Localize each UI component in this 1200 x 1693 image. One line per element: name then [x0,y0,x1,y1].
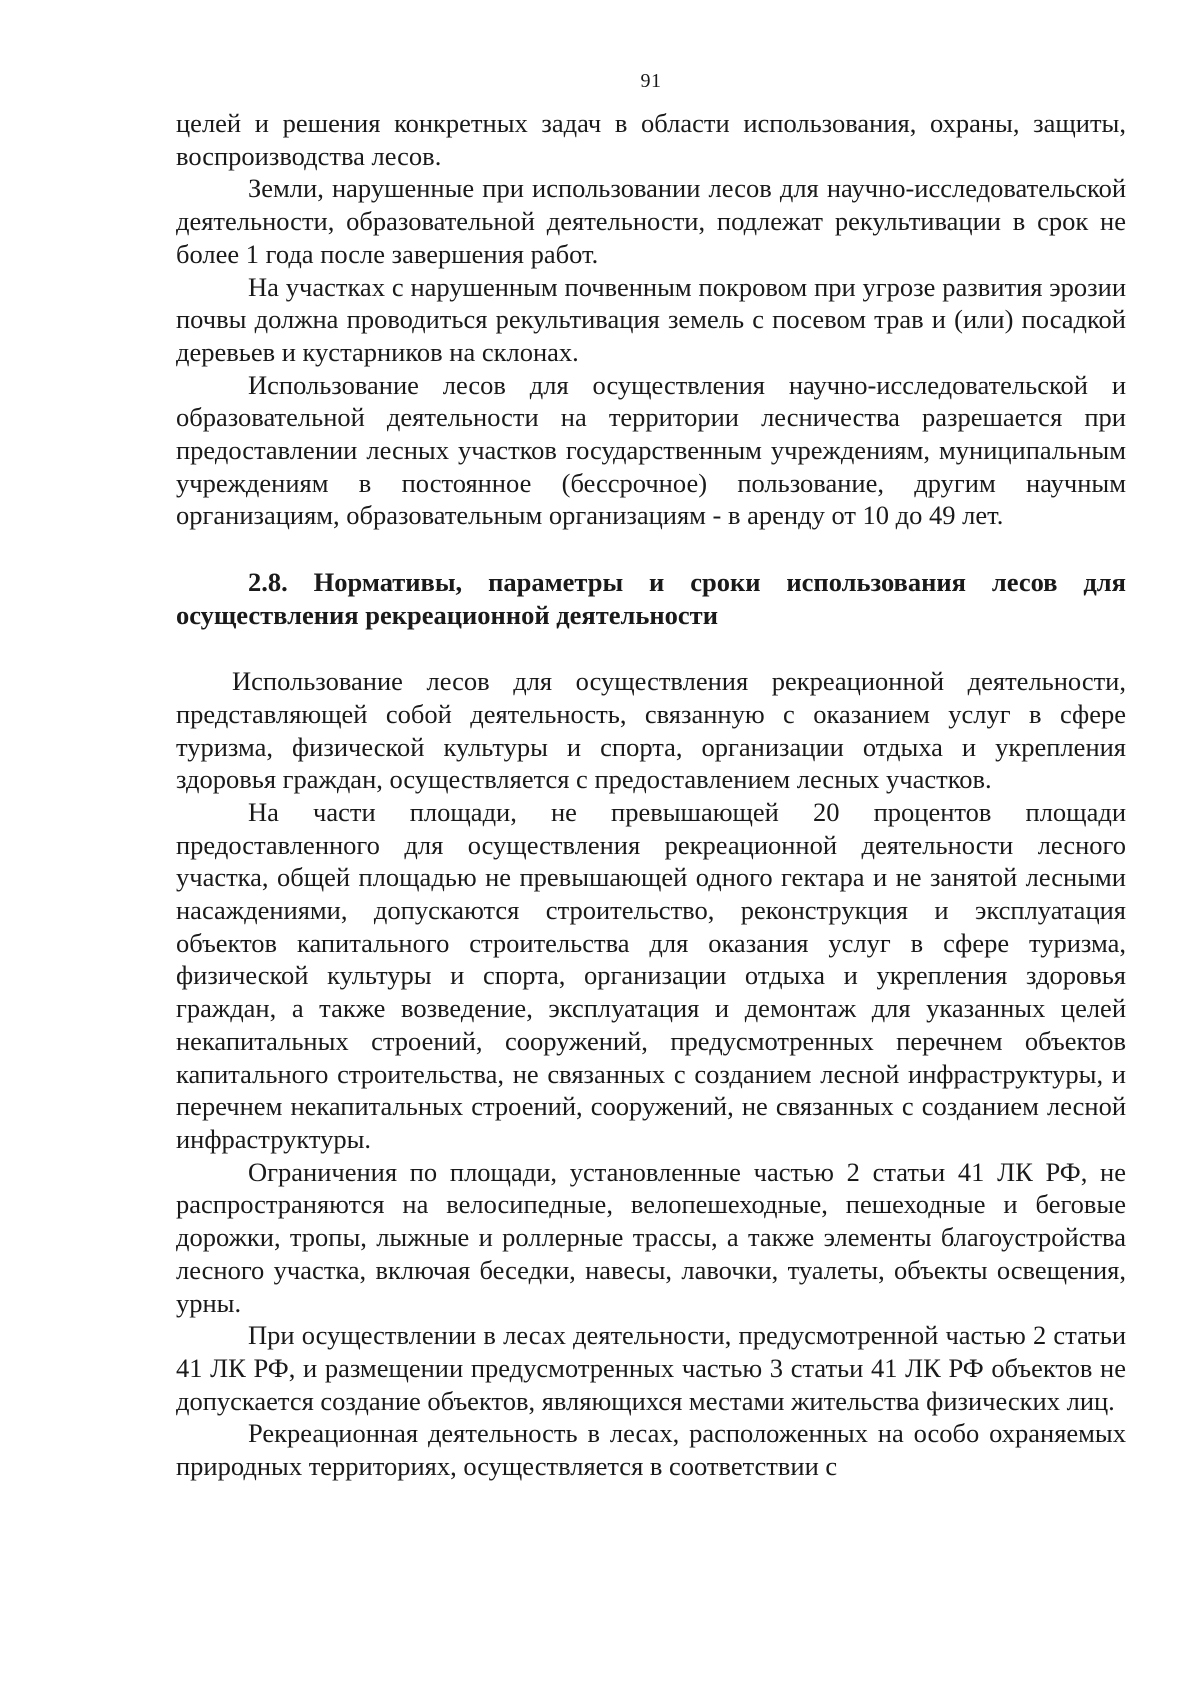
paragraph-reclamation-period: Земли, нарушенные при использовании лесов для научно-исследовательской деятельности, образовательной деятельности, подлежат рекультивации в срок не более 1 года после завершения работ. [176,173,1126,269]
document-page [176,70,1126,1483]
paragraph-area-limit: На части площади, не превышающей 20 процентов площади предоставленного для осуществления рекреационной деятельности лесного участка, общей площадью не превышающей одного гектара и не занятой лесными насаждениями, допускаются строительство, реконструкция и эксплуатация объектов капитального строительства для оказания услуг в сфере туризма, физической культуры и спорта, организации отдыха и укрепления здоровья граждан, а также возведение, эксплуатация и демонтаж для указанных целей некапитальных строений, сооружений, предусмотренных перечнем объектов капитального строительства, не связанных с созданием лесной инфраструктуры, и перечнем некапитальных строений, сооружений, не связанных с созданием лесной инфраструктуры. [176,796,1126,1154]
page-number: 91 [640,70,662,92]
paragraph-area-exceptions: Ограничения по площади, установленные частью 2 статьи 41 ЛК РФ, не распространяются на велосипедные, велопешеходные, пешеходные и беговые дорожки, тропы, лыжные и роллерные трассы, а также элементы благоустройства лесного участка, включая беседки, навесы, лавочки, туалеты, объекты освещения, урны. [176,1156,1126,1318]
paragraph-continuation: целей и решения конкретных задач в области использования, охраны, защиты, воспроизводства лесов. [176,108,1126,171]
paragraph-residence-prohibition: При осуществлении в лесах деятельности, предусмотренной частью 2 статьи 41 ЛК РФ, и размещении предусмотренных частью 3 статьи 41 ЛК РФ объектов не допускается создание объектов, являющихся местами жительства физических лиц. [176,1320,1126,1416]
paragraph-recreation-intro: Использование лесов для осуществления рекреационной деятельности, представляющей собой деятельность, связанную с оказанием услуг в сфере туризма, физической культуры и спорта, организации отдыха и укрепления здоровья граждан, осуществляется с предоставлением лесных участков. [176,666,1126,795]
paragraph-soil-erosion: На участках с нарушенным почвенным покровом при угрозе развития эрозии почвы должна проводиться рекультивация земель с посевом трав и (или) посадкой деревьев и кустарников на склонах. [176,271,1126,367]
paragraph-research-use: Использование лесов для осуществления научно-исследовательской и образовательной деятельности на территории лесничества разрешается при предоставлении лесных участков государственным учреждениям, муниципальным учреждениям в постоянное (бессрочное) пользование, другим научным организациям, образовательным организациям - в аренду от 10 до 49 лет. [176,369,1126,531]
paragraph-protected-areas: Рекреационная деятельность в лесах, расположенных на особо охраняемых природных территориях, осуществляется в соответствии с [176,1418,1126,1482]
section-heading: 2.8. Нормативы, параметры и сроки использования лесов для осуществления рекреационной деятельности [176,567,1126,631]
